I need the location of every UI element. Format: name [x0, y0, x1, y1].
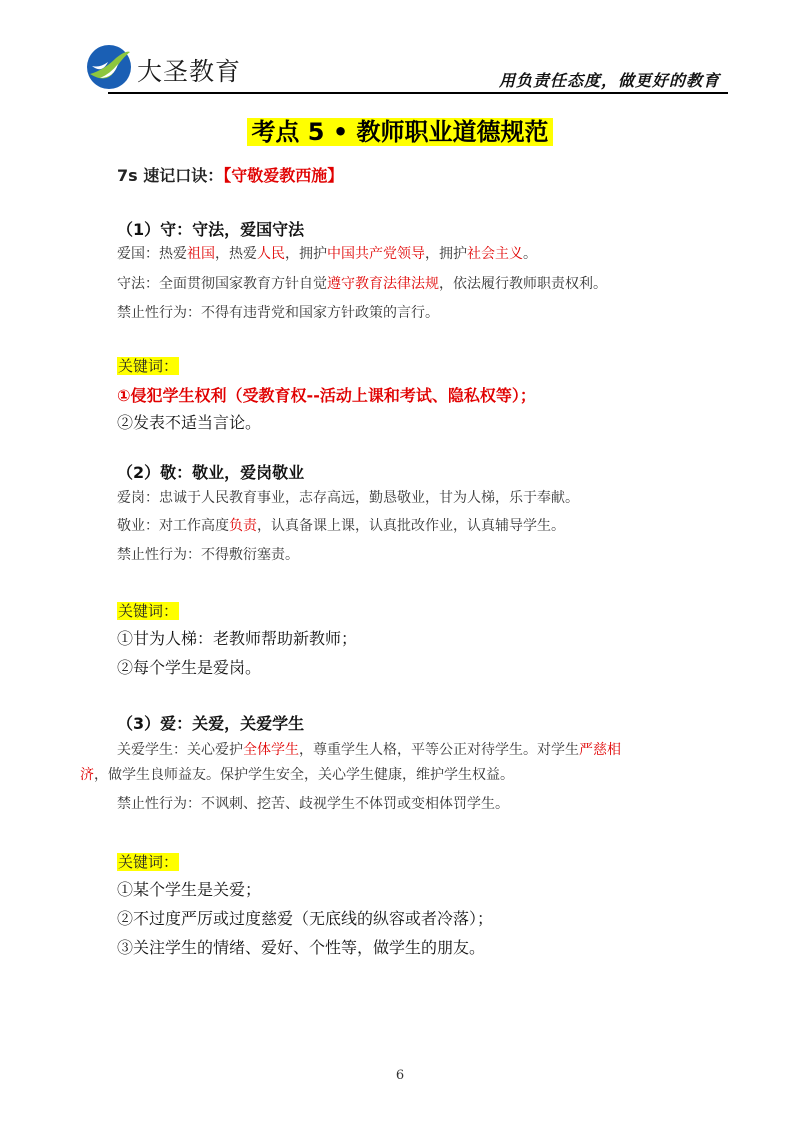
text: ，做学生良师益友。保护学生安全，关心学生健康，维护学生权益。: [94, 767, 514, 783]
text: ，热爱: [215, 246, 257, 262]
section-3-keyword-2: ②不过度严厉或过度慈爱（无底线的纵容或者冷落）；: [117, 909, 494, 928]
section-3-heading: （3）爱：关爱，关爱学生: [117, 714, 305, 733]
text: 敬业：对工作高度: [117, 518, 229, 534]
text: ，拥护: [285, 246, 327, 262]
section-3-keywords-label: [117, 851, 179, 872]
text: 爱国：热爱: [117, 246, 187, 262]
highlight-text: 严慈相: [579, 742, 621, 758]
text: 关爱学生：关心爱护: [117, 742, 243, 758]
text: ，拥护: [425, 246, 467, 262]
highlight-text: 全体学生: [243, 742, 299, 758]
brand-name: 大圣教育: [137, 57, 242, 86]
highlight-text: 人民: [257, 246, 285, 262]
highlight-text: 祖国: [187, 246, 215, 262]
page-title: [0, 112, 800, 147]
text: ，认真备课上课，认真批改作业，认真辅导学生。: [257, 518, 565, 534]
section-3-paragraph-care-cont: [80, 763, 730, 788]
text: ，依法履行教师职责权利。: [439, 276, 607, 292]
text: 守法：全面贯彻国家教育方针自觉: [117, 276, 327, 292]
keywords-label-text: 关键词：: [118, 602, 179, 620]
highlight-text: 遵守教育法律法规: [327, 276, 439, 292]
section-2-heading: （2）敬：敬业，爱岗敬业: [117, 463, 305, 482]
section-3-keyword-3: ③关注学生的情绪、爱好、个性等，做学生的朋友。: [117, 938, 486, 957]
section-1-line-prohibited: 禁止性行为：不得有违背党和国家方针政策的言行。: [117, 305, 439, 321]
highlight-text: 中国共产党领导: [327, 246, 425, 262]
keywords-label-text: 关键词：: [118, 357, 179, 375]
section-2-keyword-1: ①甘为人梯：老教师帮助新教师；: [117, 629, 358, 648]
page-title-text: 考点 5 • 教师职业道德规范: [247, 118, 552, 146]
section-1-keywords-label: [117, 355, 179, 376]
mnemonic-label: 7s 速记口诀：: [117, 166, 224, 185]
text: 。: [523, 246, 537, 262]
highlight-text: 济: [80, 767, 94, 783]
section-2-line-prohibited: 禁止性行为：不得敷衍塞责。: [117, 547, 299, 563]
keywords-label-text: 关键词：: [118, 853, 179, 871]
section-1-line-law: [117, 272, 727, 297]
section-2-keywords-label: [117, 600, 179, 621]
section-1-keyword-1: ①侵犯学生权利（受教育权--活动上课和考试、隐私权等）；: [117, 386, 536, 405]
highlight-text: 负责: [229, 518, 257, 534]
section-2-line-dedication: 爱岗：忠诚于人民教育事业，志存高远，勤恳敬业，甘为人梯，乐于奉献。: [117, 490, 579, 506]
section-1-line-patriotism: [117, 242, 727, 267]
section-3-keyword-1: ①某个学生是关爱；: [117, 880, 262, 899]
section-3-paragraph-care: [117, 738, 727, 763]
section-2-keyword-2: ②每个学生是爱岗。: [117, 658, 262, 677]
text: ，尊重学生人格，平等公正对待学生。对学生: [299, 742, 579, 758]
highlight-text: 社会主义: [467, 246, 523, 262]
section-2-line-work: [117, 514, 727, 539]
mnemonic-value: 【守敬爱教西施】: [223, 166, 344, 185]
mnemonic-line: [117, 163, 343, 186]
section-1-keyword-2: ②发表不适当言论。: [117, 413, 262, 432]
header-slogan: 用负责任态度，做更好的教育: [498, 71, 720, 90]
page-number: 6: [395, 1068, 405, 1083]
section-3-line-prohibited: 禁止性行为：不讽刺、挖苦、歧视学生不体罚或变相体罚学生。: [117, 796, 509, 812]
section-1-heading: （1）守：守法，爱国守法: [117, 220, 305, 239]
header-divider: [108, 92, 728, 94]
swallow-logo-icon: [86, 44, 132, 90]
